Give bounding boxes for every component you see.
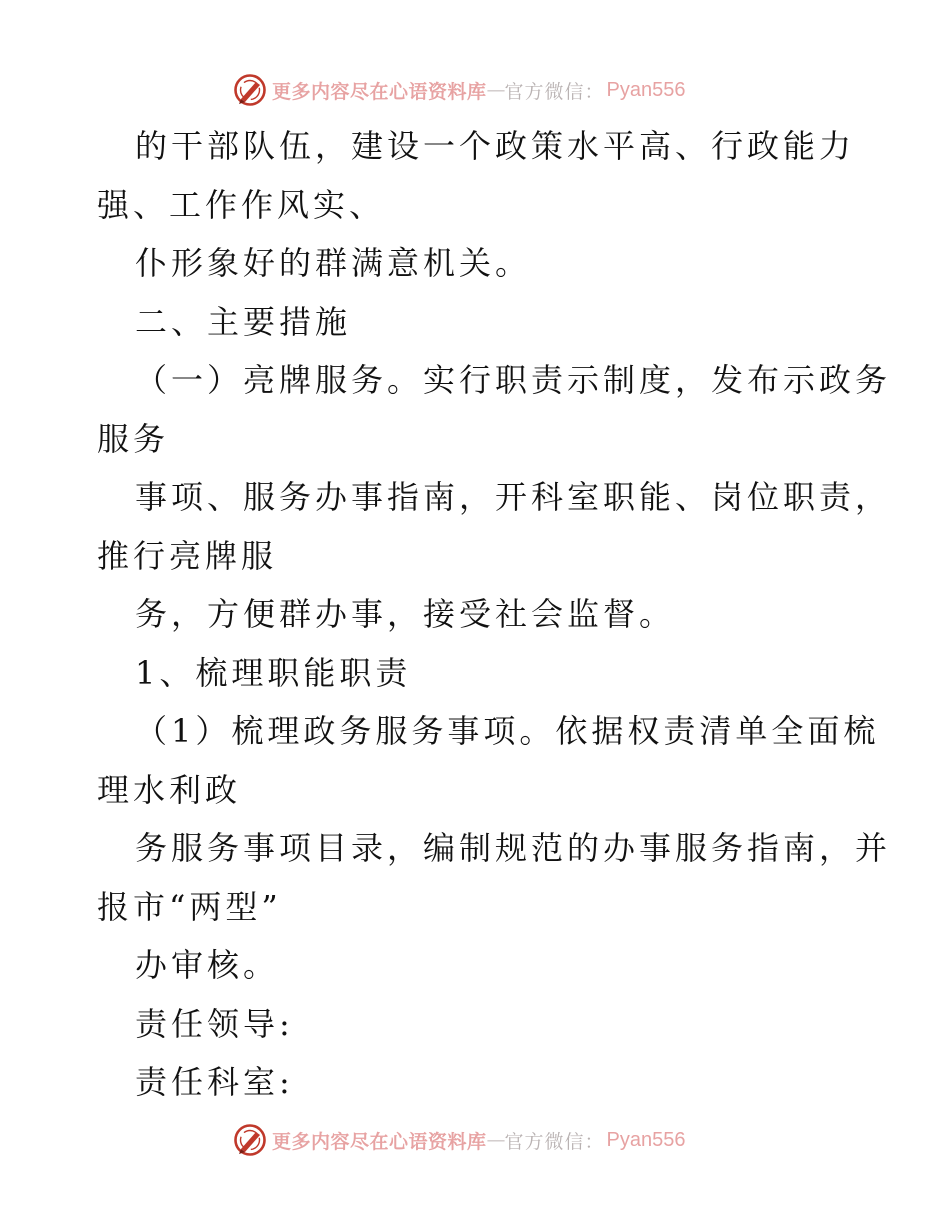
document-body (97, 117, 892, 1112)
paragraph-line: 的干部队伍，建设一个政策水平高、行政能力 (135, 127, 856, 165)
paragraph-line: 服务 (97, 419, 170, 458)
paragraph-line: 仆形象好的群满意机关。 (135, 244, 532, 282)
paragraph-line: 务服务事项目录，编制规范的办事服务指南，并 (135, 829, 892, 867)
paragraph-line: 事项、服务办事指南，开科室职能、岗位职责， (135, 478, 892, 516)
banner-dash: — (486, 79, 505, 101)
paragraph-line: （1）梳理政务服务事项。依据权责清单全面梳 (135, 712, 880, 750)
banner-text: 更多内容尽在心语资料库 (272, 1130, 487, 1153)
header-banner (232, 70, 732, 110)
banner-wechat-id: Pyan556 (606, 1128, 686, 1151)
paragraph-line: 强、工作作风实、 (97, 185, 386, 224)
paragraph-line: 二、主要措施 (135, 302, 352, 341)
banner-dash: — (486, 1129, 505, 1151)
paragraph-line: 1、梳理职能职责 (135, 653, 412, 692)
paragraph-line: 理水利政 (97, 770, 242, 809)
paragraph-line: 办审核。 (135, 946, 280, 984)
paragraph-line: 报市“两型” (97, 887, 282, 926)
pen-logo-icon (232, 1122, 268, 1158)
banner-wechat-label: 官方微信： (504, 1130, 605, 1153)
paragraph-line: 推行亮牌服 (97, 536, 278, 575)
footer-banner (232, 1120, 732, 1160)
banner-text: 更多内容尽在心语资料库 (272, 80, 487, 103)
paragraph-line: （一）亮牌服务。实行职责示制度，发布示政务 (135, 361, 892, 399)
paragraph-line: 责任领导: (135, 1004, 294, 1043)
paragraph-line: 责任科室: (135, 1063, 294, 1101)
banner-wechat-label: 官方微信： (504, 80, 605, 103)
pen-logo-icon (232, 72, 268, 108)
paragraph-line: 务，方便群办事，接受社会监督。 (135, 595, 676, 633)
banner-wechat-id: Pyan556 (606, 78, 686, 101)
